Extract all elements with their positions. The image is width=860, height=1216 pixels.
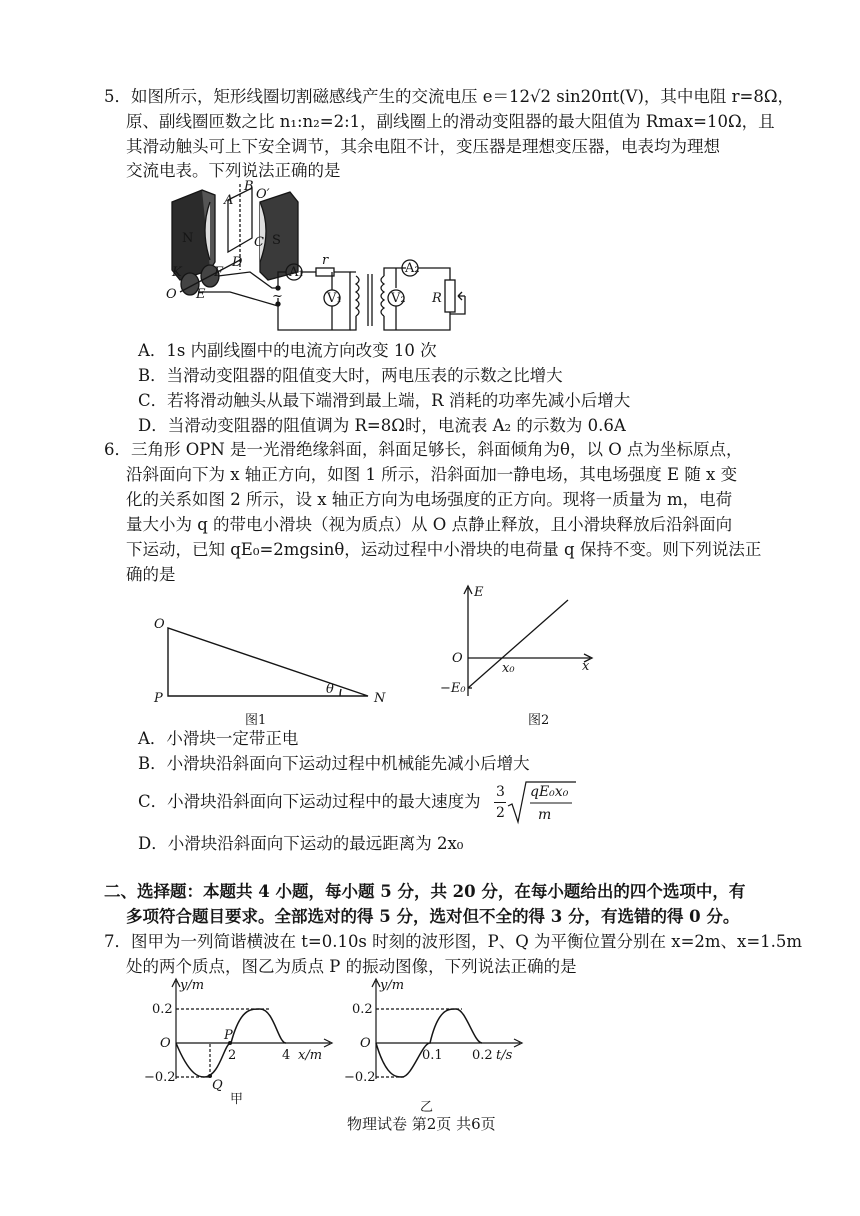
q7-line2: 处的两个质点，图乙为质点 P 的振动图像，下列说法正确的是 [126, 957, 577, 976]
q6-line5: 下运动，已知 qE₀=2mgsinθ，运动过程中小滑块的电荷量 q 保持不变。则下列说法正 [126, 540, 762, 559]
magnet-n-label: N [182, 231, 194, 246]
axis-o-label: O [166, 287, 177, 302]
figure-2-caption: 图2 [528, 713, 550, 728]
jia-x-label: x/m [298, 1048, 323, 1063]
yi-t2-label: 0.2 [472, 1048, 493, 1063]
jia-origin-label: O [160, 1036, 171, 1051]
jia-y-label: y/m [180, 978, 205, 993]
voltmeter-v1-label: V₁ [327, 291, 342, 306]
q6-c-frac-den: 2 [496, 805, 505, 821]
q6-line1: 6．三角形 OPN 是一光滑绝缘斜面，斜面足够长，斜面倾角为θ，以 O 点为坐标原点， [104, 440, 743, 459]
brush-f-label: F [214, 265, 224, 280]
field-graph-figure-2 [440, 580, 600, 730]
q5-option-a: A．1s 内副线圈中的电流方向改变 10 次 [138, 341, 437, 360]
brush-e-label: E [196, 287, 206, 302]
q6-line6: 确的是 [126, 565, 176, 584]
x0-tick-label: x₀ [502, 661, 515, 676]
axis-x-label: x [582, 659, 590, 674]
rheostat-r-label: R [432, 291, 442, 306]
page-footer: 物理试卷 第2页 共6页 [347, 1115, 496, 1133]
q5-line4: 交流电表。下列说法正确的是 [126, 161, 341, 180]
q6-option-c: C．小滑块沿斜面向下运动过程中的最大速度为 [138, 792, 481, 811]
q6-option-b: B．小滑块沿斜面向下运动过程中机械能先减小后增大 [138, 754, 530, 773]
axis-o-prime-label: O′ [256, 187, 270, 202]
q5-option-c: C．若将滑动触头从最下端滑到最上端，R 消耗的功率先减小后增大 [138, 391, 631, 410]
section-2-line1: 二、选择题：本题共 4 小题，每小题 5 分，共 20 分，在每小题给出的四个选项中，有 [104, 882, 746, 901]
yi-caption: 乙 [420, 1100, 434, 1115]
q6-option-d: D．小滑块沿斜面向下运动的最远距离为 2x₀ [138, 834, 464, 853]
jia-y-bot-label: −0.2 [144, 1070, 176, 1085]
q6-c-frac-num: 3 [496, 784, 505, 800]
coil-c-label: C [254, 235, 264, 250]
q5-option-d: D．当滑动变阻器的阻值调为 R=8Ω时，电流表 A₂ 的示数为 0.6A [138, 416, 626, 435]
jia-caption: 甲 [230, 1092, 244, 1107]
point-n-label: N [374, 691, 386, 706]
jia-q-label: Q [212, 1078, 223, 1093]
vibration-graph-yi [340, 975, 540, 1115]
magnet-s-label: S [272, 233, 281, 248]
jia-x2-label: 2 [228, 1048, 237, 1063]
yi-origin-label: O [360, 1036, 371, 1051]
q6-line4: 量大小为 q 的带电小滑块（视为质点）从 O 点静止释放，且小滑块释放后沿斜面向 [126, 515, 733, 534]
q5-option-b: B．当滑动变阻器的阻值变大时，两电压表的示数之比增大 [138, 366, 563, 385]
ammeter-a2-label: A₂ [405, 261, 420, 276]
resistor-r-label: r [322, 253, 329, 268]
point-p-label: P [154, 691, 163, 706]
q5-line1: 5．如图所示，矩形线圈切割磁感线产生的交流电压 e＝12√2 sin20πt(V)，其中电阻 r=8Ω， [104, 87, 795, 106]
voltmeter-v2-label: V₂ [391, 291, 406, 306]
q7-line1: 7．图甲为一列简谐横波在 t=0.10s 时刻的波形图，P、Q 为平衡位置分别在 x=2m、x=1.5m [104, 932, 803, 951]
q6-line2: 沿斜面向下为 x 轴正方向，如图 1 所示，沿斜面加一静电场，其电场强度 E 随 x 变 [126, 465, 738, 484]
ac-symbol: ~ [272, 289, 283, 304]
point-o-label: O [154, 617, 165, 632]
ammeter-a1-label: A₁ [289, 265, 304, 280]
axis-e-label: E [474, 585, 484, 600]
coil-b-label: B [244, 179, 254, 194]
generator-circuit-figure [160, 180, 470, 340]
q5-line2: 原、副线圈匝数之比 n₁:n₂=2:1，副线圈上的滑动变阻器的最大阻值为 Rmax=10Ω，且 [126, 112, 775, 131]
q6-c-rad-den: m [538, 807, 552, 823]
q6-c-rad-num: qE₀x₀ [530, 784, 569, 800]
figure-1-caption: 图1 [245, 713, 267, 728]
coil-a-label: A [224, 193, 234, 208]
ring-k-label: K [172, 265, 182, 280]
wave-graph-jia [140, 975, 340, 1105]
yi-y-bot-label: −0.2 [344, 1070, 376, 1085]
angle-theta-label: θ [326, 682, 334, 697]
q5-line3: 其滑动触头可上下安全调节，其余电阻不计，变压器是理想变压器，电表均为理想 [126, 137, 720, 156]
q6-option-a: A．小滑块一定带正电 [138, 729, 299, 748]
yi-y-top-label: 0.2 [352, 1002, 373, 1017]
neg-e0-label: −E₀ [440, 681, 466, 696]
yi-t-label: t/s [496, 1048, 513, 1063]
origin-o-label: O [452, 651, 463, 666]
jia-y-top-label: 0.2 [152, 1002, 173, 1017]
jia-p-label: P [224, 1028, 233, 1043]
q6-line3: 化的关系如图 2 所示，设 x 轴正方向为电场强度的正方向。现将一质量为 m，电荷 [126, 490, 733, 509]
yi-t1-label: 0.1 [422, 1048, 443, 1063]
section-2-line2: 多项符合题目要求。全部选对的得 5 分，选对但不全的得 3 分，有选错的得 0 分。 [126, 907, 740, 926]
yi-y-label: y/m [380, 978, 405, 993]
incline-figure-1 [150, 614, 390, 734]
coil-d-label: D [232, 255, 243, 270]
jia-x4-label: 4 [282, 1048, 291, 1063]
